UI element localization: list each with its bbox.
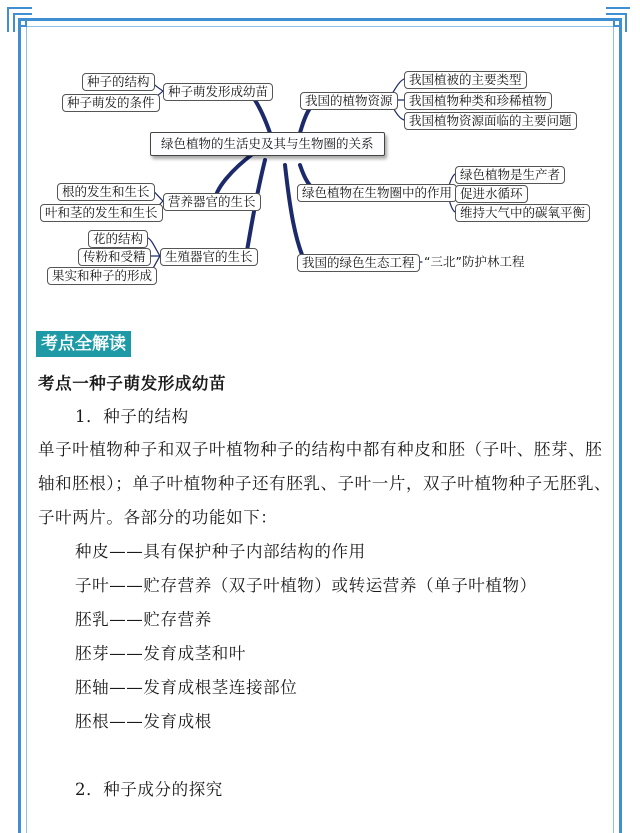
mindmap-node-reproductive-organs: 生殖器官的生长 [160, 248, 258, 266]
mindmap-leaf: 我国植被的主要类型 [404, 71, 527, 89]
section-label: 考点全解读 [36, 331, 131, 357]
mindmap-leaf: 叶和茎的发生和生长 [40, 204, 163, 222]
mindmap-leaf: 我国植物种类和珍稀植物 [404, 92, 552, 110]
mindmap-node-vegetative-organs: 营养器官的生长 [163, 193, 261, 211]
mindmap-leaf: 我国植物资源面临的主要问题 [404, 112, 577, 130]
subheading-seed-structure: 1．种子的结构 [75, 407, 189, 426]
paragraph-line: 子叶两片。各部分的功能如下： [38, 508, 278, 527]
mindmap-node-seed-germination: 种子萌发形成幼苗 [163, 83, 273, 101]
mindmap-center-node: 绿色植物的生活史及其与生物圈的关系 [150, 132, 385, 156]
mindmap-leaf: 维持大气中的碳氧平衡 [455, 204, 590, 222]
mindmap-leaf: 绿色植物是生产者 [455, 166, 565, 184]
function-line: 胚芽——发育成茎和叶 [75, 644, 246, 663]
mindmap-node-plant-resources: 我国的植物资源 [300, 92, 398, 110]
paragraph-line: 轴和胚根）；单子叶植物种子还有胚乳、子叶一片，双子叶植物种子无胚乳、 [38, 474, 612, 493]
mindmap-leaf: 果实和种子的形成 [47, 267, 157, 285]
mindmap-leaf: “三北”防护林工程 [424, 254, 525, 269]
mindmap-leaf: 花的结构 [88, 230, 148, 248]
function-line: 胚轴——发育成根茎连接部位 [75, 678, 298, 697]
mindmap-leaf: 种子的结构 [82, 73, 155, 91]
heading-point-one: 考点一种子萌发形成幼苗 [38, 374, 227, 393]
function-line: 胚根——发育成根 [75, 712, 212, 731]
paragraph-line: 单子叶植物种子和双子叶植物种子的结构中都有种皮和胚（子叶、胚芽、胚 [38, 440, 603, 459]
mindmap-leaf: 种子萌发的条件 [62, 94, 160, 112]
mindmap-leaf: 促进水循环 [455, 185, 528, 203]
mindmap-leaf: 根的发生和生长 [57, 183, 155, 201]
mindmap-node-green-ecology-project: 我国的绿色生态工程 [297, 254, 420, 272]
function-line: 胚乳——贮存营养 [75, 610, 212, 629]
subheading-seed-composition: 2．种子成分的探究 [75, 780, 223, 799]
mindmap-leaf: 传粉和受精 [78, 248, 151, 266]
function-line: 子叶——贮存营养（双子叶植物）或转运营养（单子叶植物） [75, 576, 537, 595]
function-line: 种皮——具有保护种子内部结构的作用 [75, 542, 366, 561]
mindmap-node-plant-role-biosphere: 绿色植物在生物圈中的作用 [297, 184, 457, 202]
